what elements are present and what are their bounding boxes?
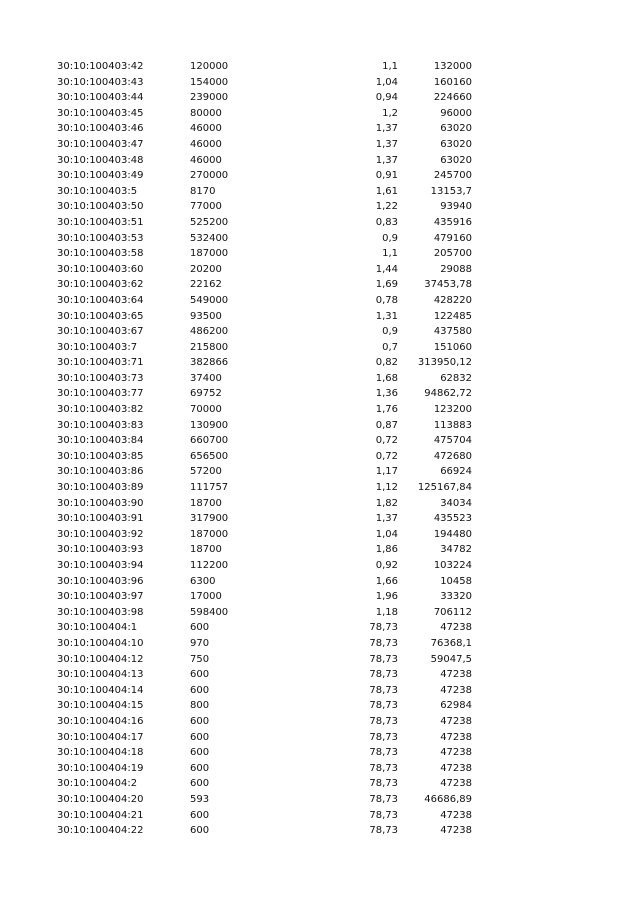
value-cell: 47238 — [440, 684, 472, 696]
area-cell: 93500 — [190, 310, 222, 322]
cadastral-number-cell: 30:10:100403:62 — [57, 279, 144, 291]
cadastral-number-cell: 30:10:100403:94 — [57, 560, 144, 571]
table-row — [0, 340, 640, 356]
table-row — [0, 418, 640, 434]
value-cell: 37453,78 — [424, 279, 472, 291]
table-row — [0, 667, 640, 683]
value-cell: 62984 — [440, 700, 472, 712]
cadastral-number-cell: 30:10:100404:2 — [57, 778, 138, 790]
area-cell: 46000 — [190, 154, 222, 166]
value-cell: 435523 — [433, 513, 472, 525]
coefficient-cell: 1,04 — [375, 528, 398, 540]
table-row — [0, 745, 640, 761]
coefficient-cell: 0,9 — [382, 326, 398, 338]
coefficient-cell: 78,73 — [369, 669, 398, 681]
table-row — [0, 823, 640, 839]
area-cell: 600 — [190, 825, 210, 837]
table-row — [0, 293, 640, 309]
cadastral-number-cell: 30:10:100404:22 — [57, 825, 144, 837]
table-row — [0, 808, 640, 824]
cadastral-number-cell: 30:10:100403:60 — [57, 263, 144, 275]
cadastral-number-cell: 30:10:100403:90 — [57, 497, 144, 509]
coefficient-cell: 78,73 — [369, 653, 398, 665]
cadastral-number-cell: 30:10:100403:96 — [57, 575, 144, 587]
value-cell: 47238 — [440, 825, 472, 837]
area-cell: 37400 — [190, 372, 222, 384]
area-cell: 120000 — [190, 61, 229, 72]
cadastral-number-cell: 30:10:100403:89 — [57, 482, 144, 494]
coefficient-cell: 0,91 — [375, 170, 398, 182]
coefficient-cell: 1,61 — [375, 185, 398, 197]
table-row — [0, 402, 640, 418]
cadastral-number-cell: 30:10:100404:1 — [57, 622, 138, 634]
coefficient-cell: 0,72 — [375, 435, 398, 447]
coefficient-cell: 78,73 — [369, 731, 398, 743]
value-cell: 94862,72 — [424, 388, 472, 400]
area-cell: 600 — [190, 809, 210, 821]
value-cell: 63020 — [440, 138, 472, 150]
table-row — [0, 527, 640, 543]
coefficient-cell: 78,73 — [369, 747, 398, 759]
table-row — [0, 496, 640, 512]
coefficient-cell: 78,73 — [369, 637, 398, 649]
area-cell: 18700 — [190, 497, 222, 509]
value-cell: 47238 — [440, 669, 472, 681]
table-row — [0, 652, 640, 668]
cadastral-number-cell: 30:10:100404:19 — [57, 762, 144, 774]
table-row — [0, 730, 640, 746]
area-cell: 20200 — [190, 263, 222, 275]
table-row — [0, 90, 640, 106]
value-cell: 47238 — [440, 762, 472, 774]
value-cell: 132000 — [433, 61, 472, 72]
table-row — [0, 277, 640, 293]
cadastral-number-cell: 30:10:100403:83 — [57, 419, 144, 431]
cadastral-number-cell: 30:10:100404:21 — [57, 809, 144, 821]
table-row — [0, 605, 640, 621]
value-cell: 47238 — [440, 715, 472, 727]
area-cell: 80000 — [190, 107, 222, 119]
cadastral-number-cell: 30:10:100404:17 — [57, 731, 144, 743]
area-cell: 112200 — [190, 560, 229, 571]
area-cell: 17000 — [190, 591, 222, 603]
value-cell: 245700 — [433, 170, 472, 182]
coefficient-cell: 0,78 — [375, 294, 398, 306]
cadastral-number-cell: 30:10:100403:71 — [57, 357, 144, 369]
coefficient-cell: 1,31 — [375, 310, 398, 322]
area-cell: 18700 — [190, 544, 222, 556]
cadastral-number-cell: 30:10:100403:49 — [57, 170, 144, 182]
value-cell: 205700 — [433, 248, 472, 260]
table-row — [0, 59, 640, 75]
cadastral-number-cell: 30:10:100403:58 — [57, 248, 144, 260]
value-cell: 66924 — [440, 466, 472, 478]
data-table — [0, 59, 640, 839]
table-row — [0, 153, 640, 169]
table-row — [0, 636, 640, 652]
cadastral-number-cell: 30:10:100403:50 — [57, 201, 144, 213]
value-cell: 47238 — [440, 778, 472, 790]
area-cell: 46000 — [190, 123, 222, 135]
area-cell: 270000 — [190, 170, 229, 182]
value-cell: 76368,1 — [430, 637, 472, 649]
coefficient-cell: 78,73 — [369, 809, 398, 821]
table-row — [0, 714, 640, 730]
table-row — [0, 262, 640, 278]
coefficient-cell: 0,83 — [375, 216, 398, 228]
area-cell: 317900 — [190, 513, 229, 525]
area-cell: 22162 — [190, 279, 222, 291]
table-row — [0, 542, 640, 558]
table-row — [0, 231, 640, 247]
table-row — [0, 558, 640, 574]
area-cell: 600 — [190, 622, 210, 634]
value-cell: 47238 — [440, 809, 472, 821]
coefficient-cell: 0,72 — [375, 450, 398, 462]
coefficient-cell: 1,37 — [375, 138, 398, 150]
table-row — [0, 168, 640, 184]
table-row — [0, 355, 640, 371]
area-cell: 600 — [190, 778, 210, 790]
coefficient-cell: 1,86 — [375, 544, 398, 556]
coefficient-cell: 1,12 — [375, 482, 398, 494]
table-row — [0, 137, 640, 153]
coefficient-cell: 1,37 — [375, 513, 398, 525]
area-cell: 111757 — [190, 482, 229, 494]
coefficient-cell: 1,22 — [375, 201, 398, 213]
area-cell: 6300 — [190, 575, 216, 587]
table-row — [0, 589, 640, 605]
cadastral-number-cell: 30:10:100403:82 — [57, 404, 144, 416]
area-cell: 600 — [190, 684, 210, 696]
area-cell: 600 — [190, 669, 210, 681]
coefficient-cell: 1,1 — [382, 61, 398, 72]
table-row — [0, 449, 640, 465]
value-cell: 34034 — [440, 497, 472, 509]
value-cell: 33320 — [440, 591, 472, 603]
coefficient-cell: 78,73 — [369, 762, 398, 774]
table-row — [0, 480, 640, 496]
area-cell: 800 — [190, 700, 210, 712]
area-cell: 486200 — [190, 326, 229, 338]
area-cell: 750 — [190, 653, 210, 665]
area-cell: 154000 — [190, 76, 229, 88]
area-cell: 549000 — [190, 294, 229, 306]
table-row — [0, 121, 640, 137]
area-cell: 187000 — [190, 248, 229, 260]
coefficient-cell: 0,92 — [375, 560, 398, 571]
area-cell: 598400 — [190, 606, 229, 618]
cadastral-number-cell: 30:10:100403:93 — [57, 544, 144, 556]
cadastral-number-cell: 30:10:100403:73 — [57, 372, 144, 384]
cadastral-number-cell: 30:10:100404:10 — [57, 637, 144, 649]
table-row — [0, 75, 640, 91]
area-cell: 656500 — [190, 450, 229, 462]
table-row — [0, 511, 640, 527]
cadastral-number-cell: 30:10:100403:46 — [57, 123, 144, 135]
coefficient-cell: 1,17 — [375, 466, 398, 478]
coefficient-cell: 78,73 — [369, 622, 398, 634]
value-cell: 224660 — [433, 92, 472, 104]
cadastral-number-cell: 30:10:100403:65 — [57, 310, 144, 322]
value-cell: 313950,12 — [417, 357, 472, 369]
value-cell: 63020 — [440, 154, 472, 166]
cadastral-number-cell: 30:10:100403:98 — [57, 606, 144, 618]
table-row — [0, 792, 640, 808]
table-row — [0, 386, 640, 402]
cadastral-number-cell: 30:10:100403:48 — [57, 154, 144, 166]
area-cell: 69752 — [190, 388, 222, 400]
value-cell: 151060 — [433, 341, 472, 353]
area-cell: 187000 — [190, 528, 229, 540]
coefficient-cell: 0,82 — [375, 357, 398, 369]
table-row — [0, 761, 640, 777]
cadastral-number-cell: 30:10:100403:85 — [57, 450, 144, 462]
value-cell: 706112 — [433, 606, 472, 618]
value-cell: 472680 — [433, 450, 472, 462]
cadastral-number-cell: 30:10:100403:51 — [57, 216, 144, 228]
area-cell: 239000 — [190, 92, 229, 104]
table-row — [0, 698, 640, 714]
value-cell: 437580 — [433, 326, 472, 338]
cadastral-number-cell: 30:10:100403:53 — [57, 232, 144, 244]
coefficient-cell: 78,73 — [369, 778, 398, 790]
value-cell: 10458 — [440, 575, 472, 587]
table-row — [0, 184, 640, 200]
cadastral-number-cell: 30:10:100403:7 — [57, 341, 138, 353]
table-row — [0, 324, 640, 340]
area-cell: 970 — [190, 637, 210, 649]
value-cell: 62832 — [440, 372, 472, 384]
value-cell: 123200 — [433, 404, 472, 416]
value-cell: 122485 — [433, 310, 472, 322]
area-cell: 600 — [190, 715, 210, 727]
coefficient-cell: 1,36 — [375, 388, 398, 400]
area-cell: 77000 — [190, 201, 222, 213]
coefficient-cell: 0,94 — [375, 92, 398, 104]
coefficient-cell: 1,18 — [375, 606, 398, 618]
area-cell: 600 — [190, 731, 210, 743]
value-cell: 475704 — [433, 435, 472, 447]
area-cell: 8170 — [190, 185, 216, 197]
value-cell: 47238 — [440, 731, 472, 743]
cadastral-number-cell: 30:10:100403:84 — [57, 435, 144, 447]
cadastral-number-cell: 30:10:100404:12 — [57, 653, 144, 665]
table-row — [0, 199, 640, 215]
coefficient-cell: 1,04 — [375, 76, 398, 88]
area-cell: 70000 — [190, 404, 222, 416]
value-cell: 160160 — [433, 76, 472, 88]
table-row — [0, 371, 640, 387]
cadastral-number-cell: 30:10:100404:14 — [57, 684, 144, 696]
area-cell: 382866 — [190, 357, 229, 369]
area-cell: 525200 — [190, 216, 229, 228]
coefficient-cell: 0,9 — [382, 232, 398, 244]
coefficient-cell: 78,73 — [369, 715, 398, 727]
coefficient-cell: 0,7 — [382, 341, 398, 353]
area-cell: 532400 — [190, 232, 229, 244]
value-cell: 47238 — [440, 622, 472, 634]
table-row — [0, 620, 640, 636]
area-cell: 46000 — [190, 138, 222, 150]
cadastral-number-cell: 30:10:100404:20 — [57, 793, 144, 805]
cadastral-number-cell: 30:10:100403:86 — [57, 466, 144, 478]
area-cell: 57200 — [190, 466, 222, 478]
value-cell: 47238 — [440, 747, 472, 759]
cadastral-number-cell: 30:10:100403:47 — [57, 138, 144, 150]
area-cell: 600 — [190, 762, 210, 774]
table-row — [0, 574, 640, 590]
value-cell: 13153,7 — [430, 185, 472, 197]
coefficient-cell: 1,82 — [375, 497, 398, 509]
cadastral-number-cell: 30:10:100404:15 — [57, 700, 144, 712]
area-cell: 660700 — [190, 435, 229, 447]
value-cell: 63020 — [440, 123, 472, 135]
area-cell: 215800 — [190, 341, 229, 353]
coefficient-cell: 1,37 — [375, 154, 398, 166]
coefficient-cell: 78,73 — [369, 700, 398, 712]
cadastral-number-cell: 30:10:100403:44 — [57, 92, 144, 104]
coefficient-cell: 1,76 — [375, 404, 398, 416]
table-row — [0, 683, 640, 699]
coefficient-cell: 1,44 — [375, 263, 398, 275]
cadastral-number-cell: 30:10:100404:16 — [57, 715, 144, 727]
coefficient-cell: 1,96 — [375, 591, 398, 603]
coefficient-cell: 0,87 — [375, 419, 398, 431]
cadastral-number-cell: 30:10:100403:42 — [57, 61, 144, 72]
coefficient-cell: 1,1 — [382, 248, 398, 260]
coefficient-cell: 1,2 — [382, 107, 398, 119]
value-cell: 428220 — [433, 294, 472, 306]
table-row — [0, 106, 640, 122]
cadastral-number-cell: 30:10:100403:64 — [57, 294, 144, 306]
area-cell: 593 — [190, 793, 210, 805]
table-row — [0, 776, 640, 792]
table-row — [0, 464, 640, 480]
cadastral-number-cell: 30:10:100403:43 — [57, 76, 144, 88]
value-cell: 96000 — [440, 107, 472, 119]
coefficient-cell: 1,37 — [375, 123, 398, 135]
cadastral-number-cell: 30:10:100404:18 — [57, 747, 144, 759]
area-cell: 600 — [190, 747, 210, 759]
cadastral-number-cell: 30:10:100403:45 — [57, 107, 144, 119]
value-cell: 93940 — [440, 201, 472, 213]
coefficient-cell: 78,73 — [369, 793, 398, 805]
cadastral-number-cell: 30:10:100403:5 — [57, 185, 138, 197]
value-cell: 59047,5 — [430, 653, 472, 665]
value-cell: 479160 — [433, 232, 472, 244]
value-cell: 103224 — [433, 560, 472, 571]
value-cell: 46686,89 — [424, 793, 472, 805]
cadastral-number-cell: 30:10:100403:97 — [57, 591, 144, 603]
coefficient-cell: 1,69 — [375, 279, 398, 291]
coefficient-cell: 1,66 — [375, 575, 398, 587]
table-row — [0, 215, 640, 231]
value-cell: 435916 — [433, 216, 472, 228]
table-row — [0, 309, 640, 325]
cadastral-number-cell: 30:10:100403:91 — [57, 513, 144, 525]
cadastral-number-cell: 30:10:100403:77 — [57, 388, 144, 400]
table-row — [0, 433, 640, 449]
cadastral-number-cell: 30:10:100404:13 — [57, 669, 144, 681]
value-cell: 34782 — [440, 544, 472, 556]
value-cell: 113883 — [433, 419, 472, 431]
coefficient-cell: 78,73 — [369, 684, 398, 696]
value-cell: 29088 — [440, 263, 472, 275]
cadastral-number-cell: 30:10:100403:67 — [57, 326, 144, 338]
cadastral-number-cell: 30:10:100403:92 — [57, 528, 144, 540]
value-cell: 194480 — [433, 528, 472, 540]
coefficient-cell: 1,68 — [375, 372, 398, 384]
value-cell: 125167,84 — [417, 482, 472, 494]
area-cell: 130900 — [190, 419, 229, 431]
coefficient-cell: 78,73 — [369, 825, 398, 837]
table-row — [0, 246, 640, 262]
